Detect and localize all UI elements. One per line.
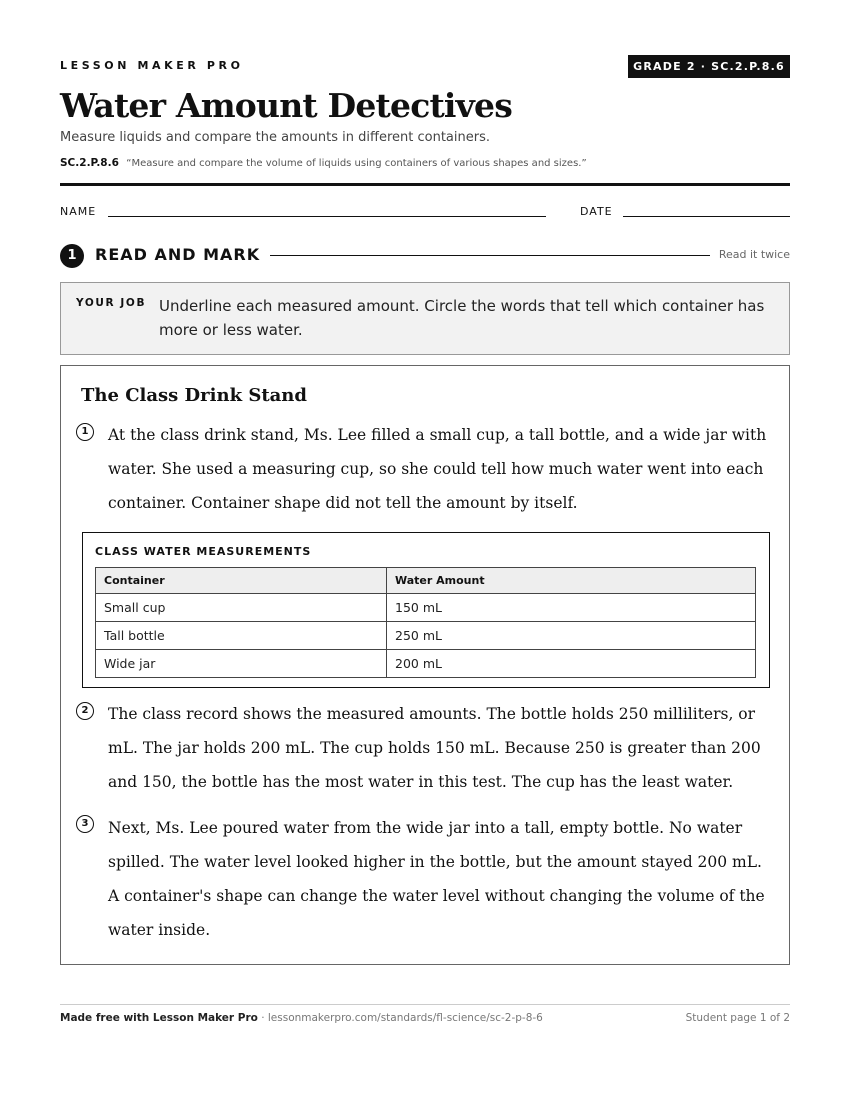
section-rule [270, 255, 710, 256]
standard-text: “Measure and compare the volume of liquids using containers of various shapes and sizes.” [126, 158, 587, 169]
column-header: Container [96, 568, 387, 594]
paragraph-text: The class record shows the measured amounts. The bottle holds 250 milliliters, or mL. The jar holds 200 mL. The cup holds 150 mL. Because 250 is greater than 200 and 150, the bottle has the most water in this test. The cup has the least water. [108, 705, 761, 791]
measurement-table-box [82, 532, 770, 688]
your-job-box [60, 282, 790, 355]
date-label: DATE [580, 205, 613, 218]
name-field[interactable] [108, 216, 546, 217]
paragraph-number: 2 [76, 702, 94, 720]
table-cell: 200 mL [387, 650, 756, 678]
table-header-row [96, 568, 756, 594]
standard-code: SC.2.P.8.6 [60, 157, 119, 169]
table-cell: 150 mL [387, 594, 756, 622]
footer-divider [60, 1004, 790, 1005]
table-row [96, 650, 756, 678]
section-title: READ AND MARK [95, 245, 261, 264]
date-field[interactable] [623, 216, 790, 217]
table-cell: Small cup [96, 594, 387, 622]
table-cell: Tall bottle [96, 622, 387, 650]
paragraph-text: At the class drink stand, Ms. Lee filled a small cup, a tall bottle, and a wide jar with water. She used a measuring cup, so she could tell how much water went into each container. Container shape did not tell the amount by itself. [108, 426, 767, 512]
table-cell: 250 mL [387, 622, 756, 650]
footer-made-with: Made free with Lesson Maker Pro [60, 1012, 258, 1024]
paragraph-text: Next, Ms. Lee poured water from the wide jar into a tall, empty bottle. No water spilled. The water level looked higher in the bottle, but the amount stayed 200 mL. A container's shape can change the water level without changing the volume of the water inside. [108, 819, 765, 939]
table-row [96, 622, 756, 650]
paragraph-number: 1 [76, 423, 94, 441]
reading-passage [60, 365, 790, 965]
your-job-instructions: Underline each measured amount. Circle the words that tell which container has more or less water. [159, 297, 765, 339]
header-divider [60, 183, 790, 186]
section-note: Read it twice [718, 248, 790, 261]
footer-page-number: Student page 1 of 2 [685, 1012, 790, 1024]
paragraph-number: 3 [76, 815, 94, 833]
brand-name: LESSON MAKER PRO [60, 59, 244, 72]
passage-title: The Class Drink Stand [81, 385, 307, 406]
table-row [96, 594, 756, 622]
section-number-badge: 1 [60, 244, 84, 268]
table-title: CLASS WATER MEASUREMENTS [95, 545, 312, 558]
grade-badge: GRADE 2 · SC.2.P.8.6 [628, 55, 790, 78]
footer-credit [60, 1012, 543, 1024]
page-title: Water Amount Detectives [60, 86, 513, 125]
column-header: Water Amount [387, 568, 756, 594]
footer-url[interactable]: · lessonmakerpro.com/standards/fl-science/sc-2-p-8-6 [257, 1012, 543, 1024]
table-cell: Wide jar [96, 650, 387, 678]
page-subtitle: Measure liquids and compare the amounts in different containers. [60, 130, 490, 145]
name-label: NAME [60, 205, 97, 218]
standard-line [60, 157, 587, 169]
measurement-table [95, 567, 756, 678]
worksheet-page [60, 0, 790, 1100]
your-job-label: YOUR JOB [76, 297, 147, 309]
